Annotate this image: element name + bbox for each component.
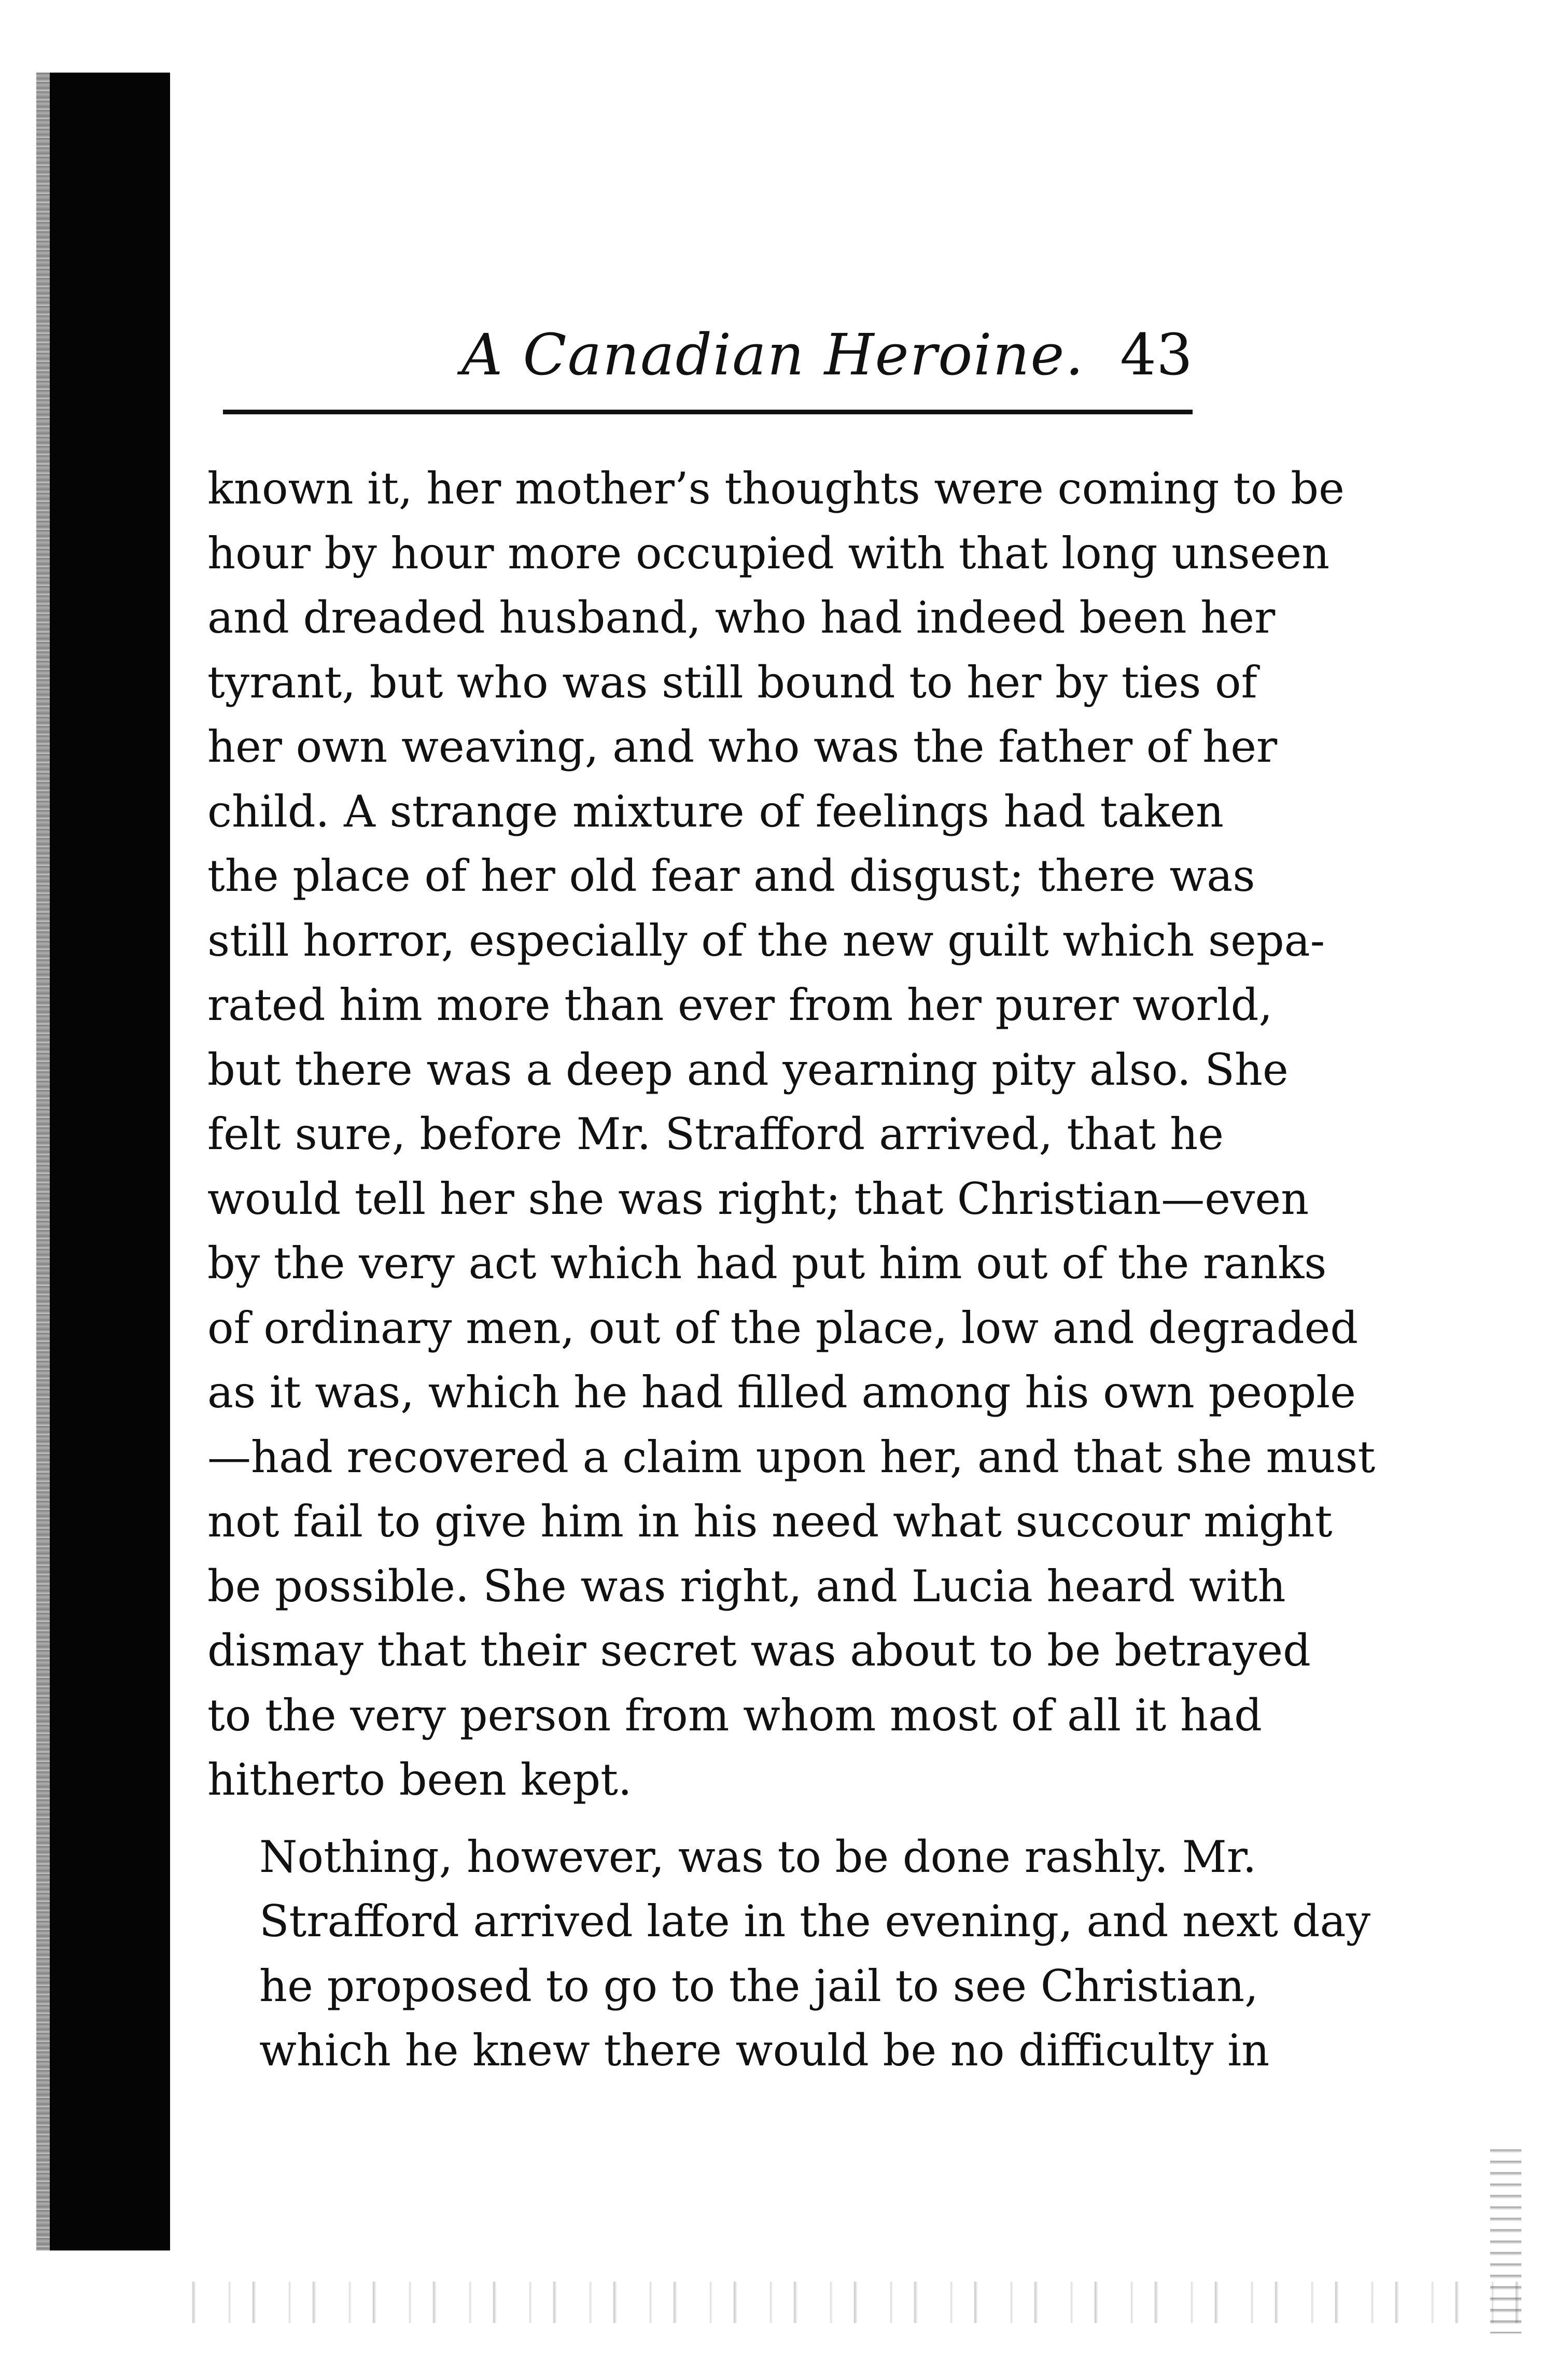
text-line: known it, her mother’s thoughts were coming to be — [207, 463, 1345, 514]
running-title: A Canadian Heroine. — [461, 321, 1085, 388]
text-line: he proposed to go to the jail to see Christian, — [259, 1960, 1258, 2011]
text-line: would tell her she was right; that Christian—even — [207, 1173, 1309, 1224]
text-line: felt sure, before Mr. Strafford arrived, that he — [207, 1109, 1224, 1159]
text-line: by the very act which had put him out of the ranks — [207, 1238, 1327, 1289]
corner-scan-noise — [1490, 2142, 1521, 2333]
text-line: the place of her old fear and disgust; there was — [207, 850, 1255, 901]
text-line: tyrant, but who was still bound to her by ties of — [207, 656, 1257, 708]
paragraph — [207, 456, 1376, 1812]
text-line: still horror, especially of the new guilt which sepa- — [207, 915, 1325, 966]
page-number: 43 — [1120, 321, 1193, 388]
body-text — [207, 456, 1376, 2083]
text-line: and dreaded husband, who had indeed been her — [207, 592, 1276, 643]
text-line: Nothing, however, was to be done rashly. Mr. — [259, 1831, 1257, 1882]
text-line: which he knew there would be no difficulty in — [259, 2025, 1270, 2076]
text-line: Strafford arrived late in the evening, and next day — [259, 1896, 1371, 1947]
text-line: her own weaving, and who was the father of her — [207, 721, 1278, 772]
bottom-scan-noise — [171, 2282, 1519, 2323]
text-line: rated him more than ever from her purer world, — [207, 980, 1273, 1030]
text-line: not fail to give him in his need what succour might — [207, 1496, 1333, 1547]
text-line: dismay that their secret was about to be betrayed — [207, 1625, 1311, 1676]
text-line: of ordinary men, out of the place, low and degraded — [207, 1302, 1359, 1353]
page-spine-edge — [50, 73, 170, 2250]
text-line: child. A strange mixture of feelings had taken — [207, 786, 1224, 837]
text-line: to the very person from whom most of all it had — [207, 1689, 1262, 1741]
text-line: be possible. She was right, and Lucia heard with — [207, 1560, 1286, 1612]
text-line: hour by hour more occupied with that long unseen — [207, 527, 1330, 579]
text-line: as it was, which he had filled among his own people — [207, 1367, 1356, 1418]
paragraph-gap — [207, 1812, 1224, 1825]
text-line: hitherto been kept. — [207, 1754, 632, 1805]
text-line: but there was a deep and yearning pity also. She — [207, 1044, 1289, 1095]
paragraph — [207, 1825, 1371, 2083]
text-line: —had recovered a claim upon her, and that she must — [207, 1431, 1376, 1483]
header-rule — [223, 410, 1193, 414]
page-header — [207, 321, 1193, 399]
